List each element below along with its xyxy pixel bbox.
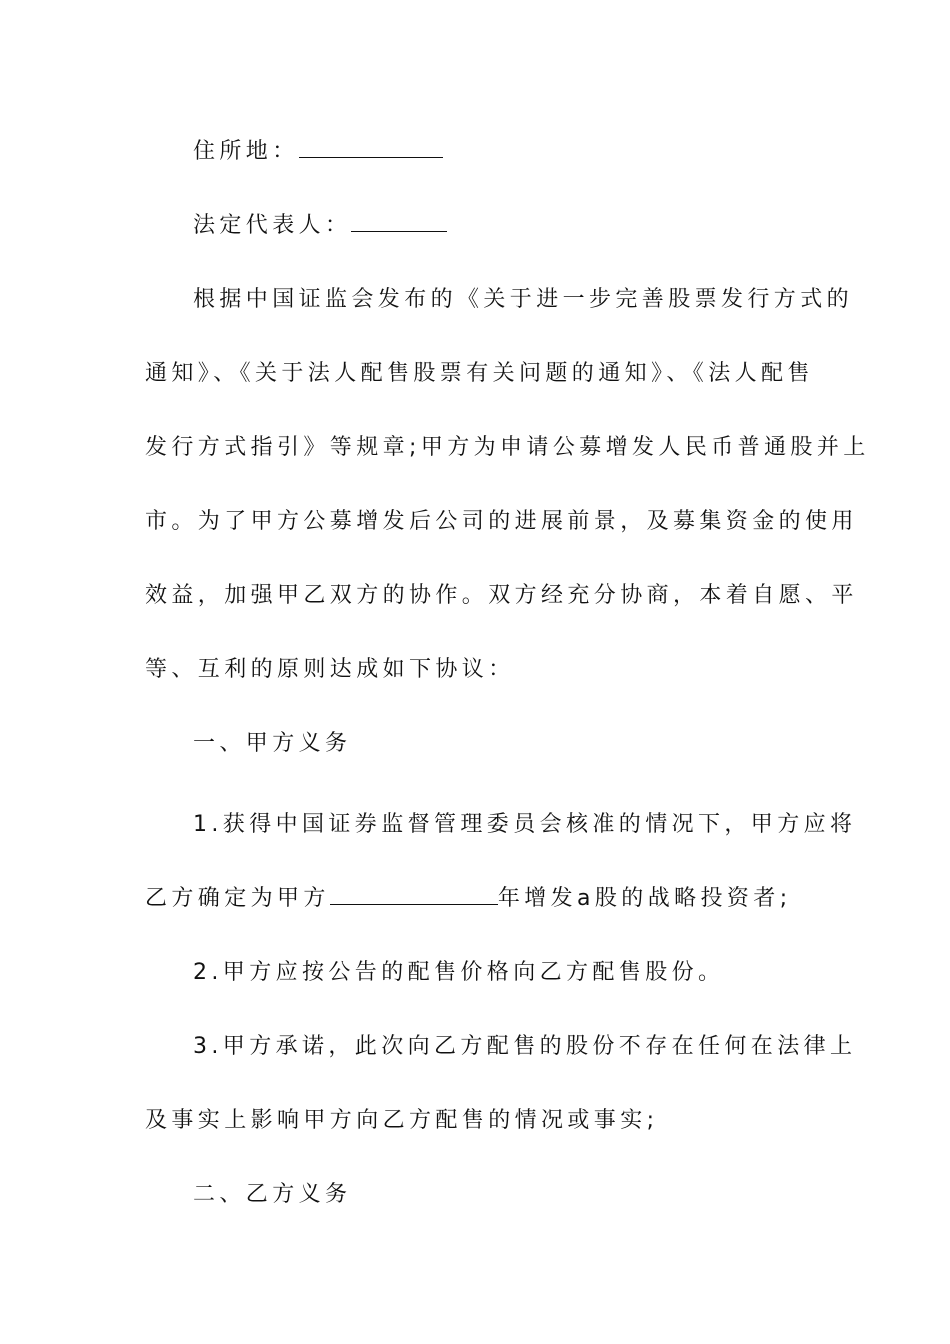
paragraph-line: 根据中国证监会发布的《关于进一步完善股票发行方式的 <box>193 287 854 312</box>
address-label: 住所地： <box>193 139 299 164</box>
representative-line <box>193 211 447 241</box>
address-line <box>193 137 443 167</box>
clause-text: 年增发a股的战略投资者; <box>497 886 792 911</box>
paragraph-line: 市。为了甲方公募增发后公司的进展前景，及募集资金的使用 <box>145 509 858 534</box>
clause-line: 2.甲方应按公告的配售价格向乙方配售股份。 <box>193 960 725 985</box>
section-title: 二、乙方义务 <box>193 1182 352 1207</box>
paragraph-line: 通知》、《关于法人配售股票有关问题的通知》、《法人配售 <box>145 361 814 386</box>
paragraph-line: 效益，加强甲乙双方的协作。双方经充分协商，本着自愿、平 <box>145 583 858 608</box>
address-blank[interactable] <box>299 137 443 158</box>
paragraph-line: 发行方式指引》等规章;甲方为申请公募增发人民币普通股并上 <box>145 435 870 460</box>
clause-line: 及事实上影响甲方向乙方配售的情况或事实; <box>145 1108 659 1133</box>
clause-line: 1.获得中国证券监督管理委员会核准的情况下，甲方应将 <box>193 812 857 837</box>
clause-text: 乙方确定为甲方 <box>145 886 330 911</box>
section-title: 一、甲方义务 <box>193 731 352 756</box>
clause-line: 3.甲方承诺，此次向乙方配售的股份不存在任何在法律上 <box>193 1034 857 1059</box>
clause-line <box>145 884 792 914</box>
year-blank[interactable] <box>330 884 498 905</box>
paragraph-line: 等、互利的原则达成如下协议： <box>145 657 515 682</box>
representative-label: 法定代表人： <box>193 213 352 238</box>
representative-blank[interactable] <box>351 211 447 232</box>
